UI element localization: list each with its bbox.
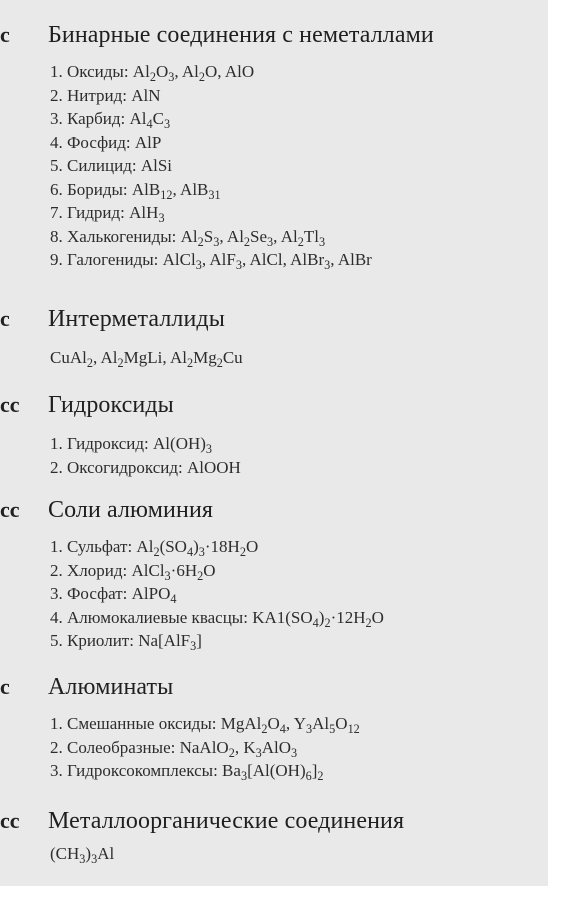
list-item: 7. Гидрид: AlH$_3$ — [50, 203, 165, 225]
list-item: $(CH_3)_3Al$ — [50, 844, 115, 866]
list-item: 2. Оксогидроксид: AlOOH — [50, 457, 241, 477]
section-title: Алюминаты — [48, 674, 174, 700]
section-marker: сс — [0, 808, 20, 833]
section-title: Металлоорганические соединения — [48, 808, 405, 834]
list-item: 3. Гидроксокомплексы: $Ba_3[Al(OH)_6]_2$ — [50, 761, 324, 783]
list-item: 2. Хлорид: $AlCl_3\cdot 6H_2O$ — [50, 560, 216, 583]
section-marker: с — [0, 674, 10, 699]
list-item: 4. Фосфид: AlP — [50, 132, 162, 152]
section-marker: с — [0, 306, 10, 331]
section-marker: сс — [0, 497, 20, 522]
list-item: 9. Галогениды: AlCl$_3$, AlF$_3$, AlCl, AlBr$_3$, AlBr — [50, 250, 372, 272]
list-item: 2. Нитрид: AlN — [50, 85, 161, 105]
item-list — [50, 535, 384, 653]
list-item: 5. Силицид: AlSi — [50, 156, 173, 175]
list-item: 5. Криолит: Na[AlF$_3$] — [50, 631, 202, 653]
list-item: CuAl$_2$, $Al_2MgLi$, $Al_2Mg_2Cu$ — [50, 348, 243, 370]
list-item: 6. Бориды: AlB$_{12}$, AlB$_{31}$ — [50, 179, 221, 202]
section-title: Интерметаллиды — [48, 306, 225, 332]
item-list — [50, 60, 372, 272]
list-item: 3. Карбид: $Al_4C_3$ — [50, 109, 171, 131]
item-list — [50, 346, 243, 370]
section-title: Бинарные соединения с неметаллами — [48, 22, 434, 48]
item-list — [50, 432, 241, 479]
section-marker: сс — [0, 392, 20, 417]
item-list — [50, 842, 114, 866]
section-title: Соли алюминия — [48, 497, 214, 523]
list-item: 1. Гидроксид: $Al(OH)_3$ — [50, 434, 213, 456]
list-item: 8. Халькогениды: $Al_2S_3$, $Al_2Se_3$, $Al_2Tl_3$ — [50, 226, 326, 249]
section-marker: с — [0, 22, 10, 47]
list-item: 1. Оксиды: $Al_2O_3$, $Al_2O$, AlO — [50, 62, 255, 84]
item-list — [50, 712, 360, 783]
list-item: 2. Солеобразные: NaAlO$_2$, $K_3AlO_3$ — [50, 737, 298, 760]
section-title: Гидроксиды — [48, 392, 174, 418]
list-item: 4. Алюмокалиевые квасцы: $KA1(SO_4)_2\cdot 12H_2O$ — [50, 607, 384, 630]
list-item: 3. Фосфат: AlPO$_4$ — [50, 584, 177, 606]
list-item: 1. Смешанные оксиды: $MgAl_2O_4$, $Y_3Al_5O_{12}$ — [50, 714, 360, 736]
list-item: 1. Сульфат: $Al_2(SO_4)_3\cdot 18H_2O$ — [50, 537, 259, 559]
